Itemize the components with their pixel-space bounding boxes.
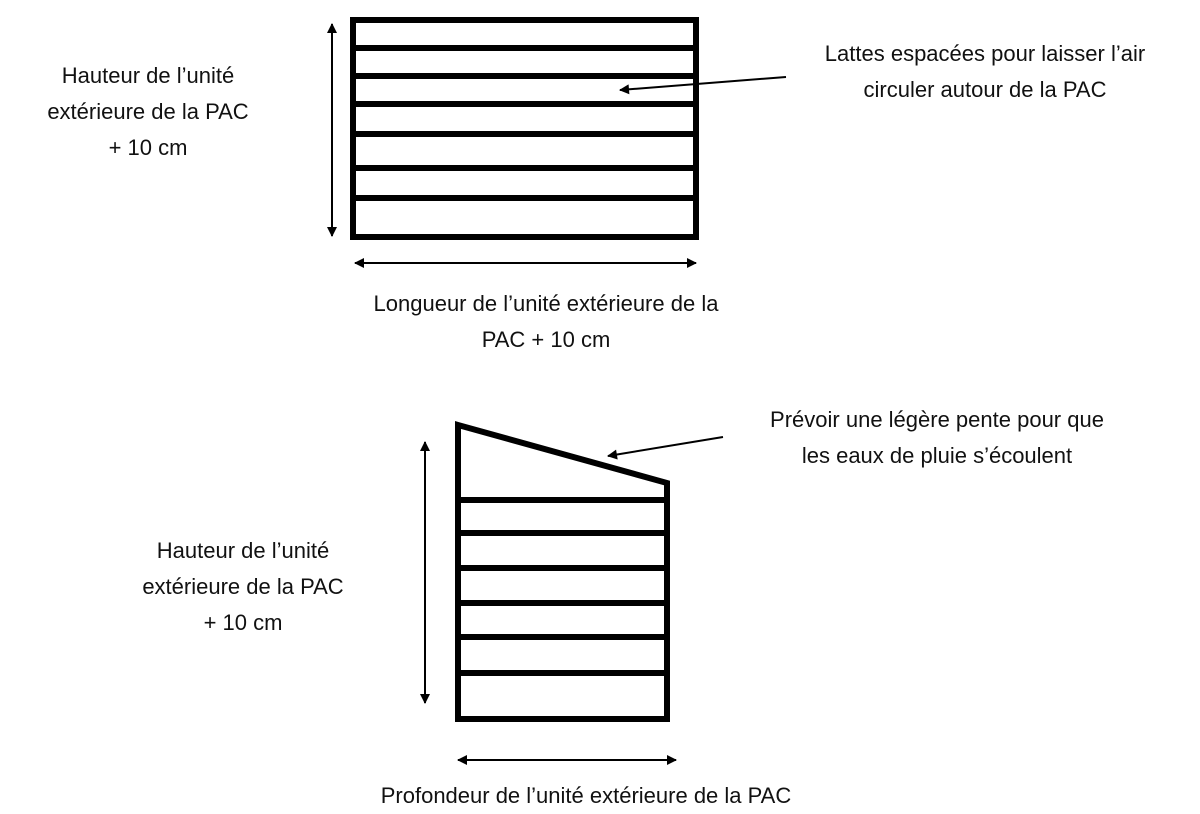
front-height-label-line: extérieure de la PAC bbox=[47, 99, 249, 124]
front-length-label-line: Longueur de l’unité extérieure de la bbox=[373, 291, 719, 316]
front-height-label bbox=[18, 58, 278, 166]
side-height-label bbox=[113, 533, 373, 641]
slope-callout-line: Prévoir une légère pente pour que bbox=[770, 407, 1104, 432]
slope-callout-line: les eaux de pluie s’écoulent bbox=[801, 443, 1073, 468]
side-depth-label-line: Profondeur de l’unité extérieure de la PAC bbox=[380, 783, 792, 808]
side-height-label-line: + 10 cm bbox=[203, 610, 283, 635]
slope-callout-label bbox=[722, 402, 1152, 474]
slats-callout-line: circuler autour de la PAC bbox=[863, 77, 1107, 102]
slats-callout-line: Lattes espacées pour laisser l’air bbox=[824, 41, 1146, 66]
slats-callout-label bbox=[787, 36, 1183, 108]
side-view bbox=[425, 425, 723, 760]
front-height-label-line: + 10 cm bbox=[108, 135, 188, 160]
side-height-label-line: extérieure de la PAC bbox=[142, 574, 344, 599]
side-depth-label bbox=[316, 778, 856, 814]
side-height-label-line: Hauteur de l’unité bbox=[156, 538, 330, 563]
slope-callout-arrow bbox=[608, 437, 723, 456]
front-view bbox=[332, 20, 786, 263]
front-slats bbox=[353, 48, 696, 198]
front-frame bbox=[353, 20, 696, 237]
side-slats bbox=[458, 500, 667, 673]
front-length-label bbox=[316, 286, 776, 358]
front-height-label-line: Hauteur de l’unité bbox=[61, 63, 235, 88]
front-length-label-line: PAC + 10 cm bbox=[481, 327, 611, 352]
